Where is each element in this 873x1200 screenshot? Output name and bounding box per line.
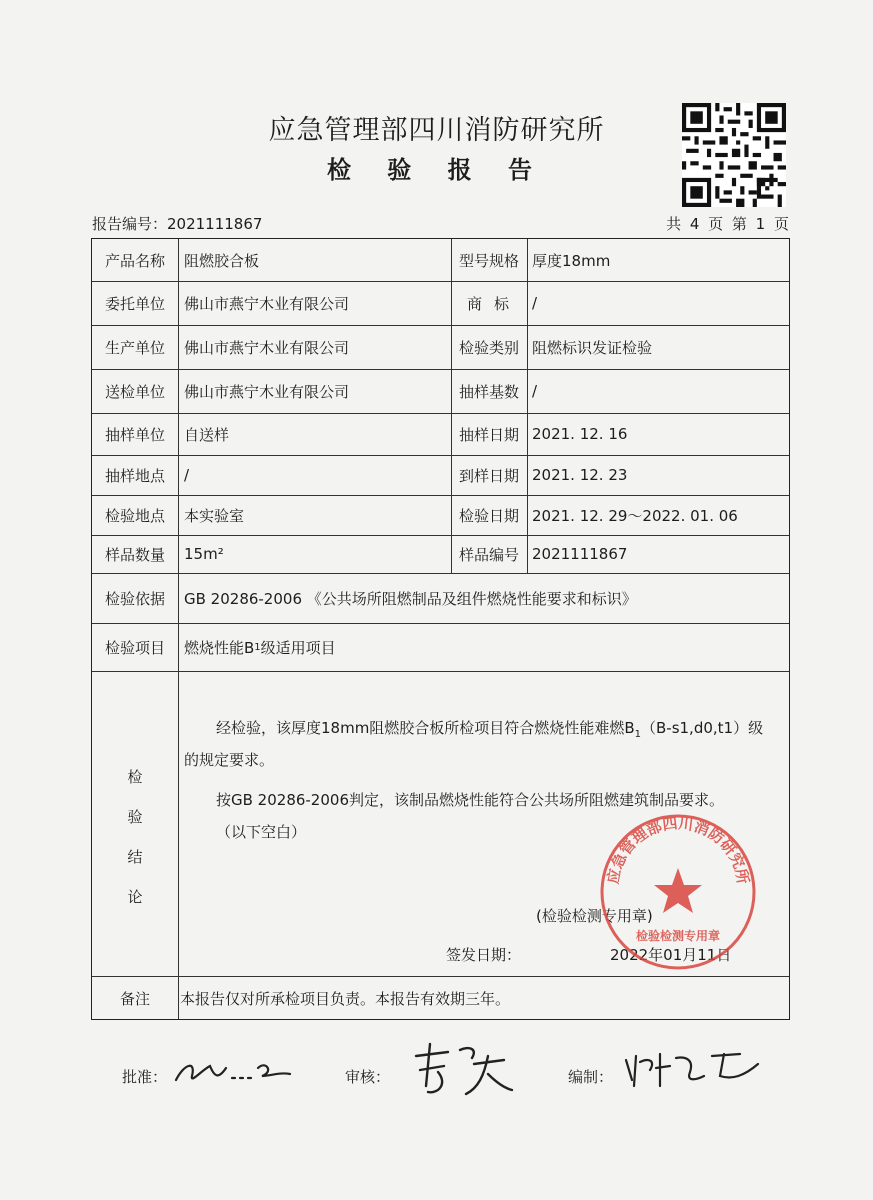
label-sampling-unit: 抽样单位 [104, 425, 165, 444]
value-manufacturer: 佛山市燕宁木业有限公司 [184, 338, 350, 357]
label-test-place: 检验地点 [104, 506, 165, 525]
header-title: 检 验 报 告 [326, 156, 547, 184]
value-sampling-unit: 自送样 [184, 425, 230, 444]
label-product-name: 产品名称 [104, 251, 165, 270]
value-client: 佛山市燕宁木业有限公司 [184, 294, 350, 313]
label-client: 委托单位 [104, 294, 165, 313]
issue-date-value: 2022年01月11日 [610, 946, 732, 964]
conclusion-para-4: （以下空白） [216, 823, 307, 841]
label-sampling-base: 抽样基数 [458, 382, 519, 401]
value-sampling-date: 2021. 12. 16 [532, 425, 628, 443]
page-info: 共 4 页 第 1 页 [666, 215, 791, 233]
svg-text:应急管理部四川消防研究所: 应急管理部四川消防研究所 [603, 814, 753, 886]
value-trademark: / [532, 294, 538, 312]
value-submitter: 佛山市燕宁木业有限公司 [184, 382, 350, 401]
label-test-date: 检验日期 [458, 506, 519, 525]
official-seal-icon [598, 812, 758, 972]
value-product-name: 阻燃胶合板 [184, 251, 260, 270]
value-basis: GB 20286-2006 《公共场所阻燃制品及组件燃烧性能要求和标识》 [184, 589, 637, 608]
compile-signature-icon [620, 1046, 770, 1094]
conclusion-para-1: 经检验，该厚度18mm阻燃胶合板所检项目符合燃烧性能难燃$B_1(B-s1,d0,t1)$级 [216, 719, 764, 740]
label-sample-qty: 样品数量 [104, 545, 165, 564]
label-remark: 备注 [119, 989, 150, 1008]
value-model-spec: 厚度18mm [532, 251, 611, 270]
review-signature-icon [408, 1036, 518, 1100]
label-submitter: 送检单位 [104, 382, 165, 401]
label-trademark: 商标 [466, 294, 521, 313]
report-number: 报告编号：2021111867 [92, 215, 263, 233]
conclusion-para-3: 按GB 20286-2006判定，该制品燃烧性能符合公共场所阻燃建筑制品要求。 [216, 791, 724, 809]
stamp-label: (检验检测专用章) [536, 907, 653, 925]
value-sampling-base: / [532, 382, 538, 400]
label-sampling-place: 抽样地点 [104, 466, 165, 485]
value-test-date: 2021. 12. 29～2022. 01. 06 [532, 506, 738, 525]
review-label: 审核： [345, 1068, 391, 1086]
label-sample-no: 样品编号 [458, 545, 519, 564]
qr-code-icon [682, 103, 786, 207]
approve-signature-icon [170, 1050, 300, 1090]
value-test-place: 本实验室 [184, 506, 245, 525]
value-sampling-place: / [184, 466, 190, 484]
label-test-items: 检验项目 [104, 638, 165, 657]
label-arrival-date: 到样日期 [458, 466, 519, 485]
value-test-items: 燃烧性能B 1 级适用项目 [184, 638, 336, 657]
value-test-category: 阻燃标识发证检验 [532, 338, 653, 357]
value-arrival-date: 2021. 12. 23 [532, 466, 628, 484]
value-remark: 本报告仅对所承检项目负责。本报告有效期三年。 [180, 989, 511, 1008]
label-manufacturer: 生产单位 [104, 338, 165, 357]
header-org: 应急管理部四川消防研究所 [268, 115, 605, 146]
svg-text:检验检测专用章: 检验检测专用章 [635, 929, 721, 943]
label-conclusion: 检 验 结 论 [127, 768, 143, 906]
value-sample-no: 2021111867 [532, 545, 628, 563]
compile-label: 编制： [568, 1068, 614, 1086]
label-model-spec: 型号规格 [458, 251, 519, 270]
issue-date-label: 签发日期： [446, 946, 522, 964]
label-sampling-date: 抽样日期 [458, 425, 519, 444]
label-basis: 检验依据 [104, 589, 165, 608]
approve-label: 批准： [122, 1068, 168, 1086]
conclusion-para-2: 的规定要求。 [184, 751, 275, 769]
label-test-category: 检验类别 [458, 338, 519, 357]
value-sample-qty: 15m² [184, 545, 224, 563]
